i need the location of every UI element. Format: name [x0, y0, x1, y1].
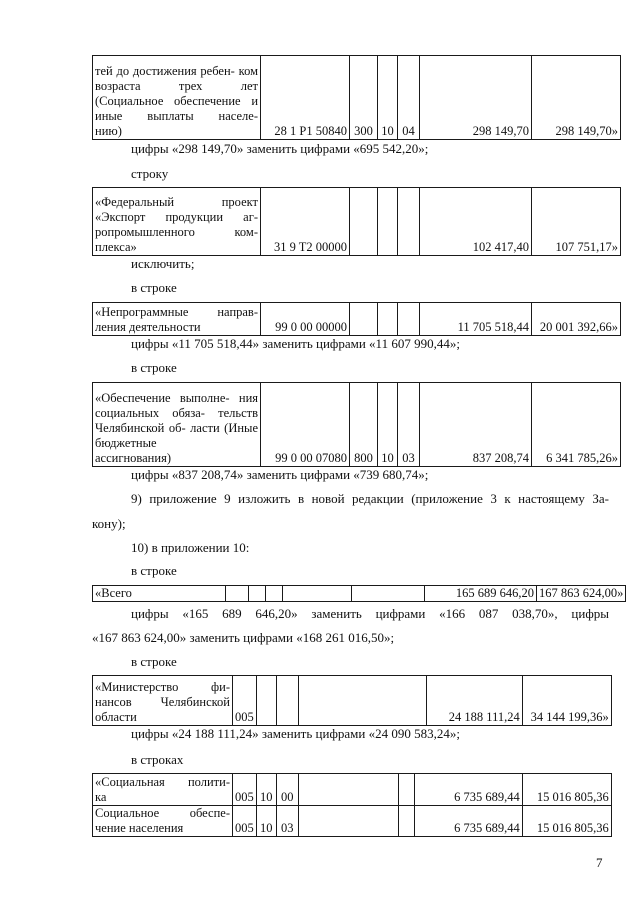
instruction-12: в строках [131, 752, 184, 767]
table-3 [92, 302, 621, 336]
paragraph-9: 9) приложение 9 изложить в новой редакции (приложение 3 к настоящему За- [131, 491, 609, 506]
table-row [93, 774, 612, 806]
table-2 [92, 187, 621, 256]
ministry-code: 005 [233, 676, 257, 726]
value-2: 15 016 805,36 [522, 806, 611, 837]
target-code: 99 0 00 07080 [261, 383, 350, 467]
value-1: 298 149,70 [420, 56, 532, 140]
value-2: 298 149,70» [532, 56, 621, 140]
value-2: 167 863 624,00» [537, 586, 626, 602]
instruction-9a: цифры «165 689 646,20» заменить цифрами «166 087 038,70», цифры [131, 606, 609, 621]
value-1: 165 689 646,20 [425, 586, 537, 602]
ministry-code: 005 [233, 774, 257, 806]
instruction-4: в строке [131, 280, 177, 295]
expense-type: 800 [350, 383, 378, 467]
instruction-5: цифры «11 705 518,44» заменить цифрами «11 607 990,44»; [131, 336, 460, 351]
instruction-7: цифры «837 208,74» заменить цифрами «739 680,74»; [131, 467, 429, 482]
section: 10 [378, 56, 398, 140]
instruction-10: в строке [131, 654, 177, 669]
instruction-1: цифры «298 149,70» заменить цифрами «695 542,20»; [131, 141, 429, 156]
instruction-2: строку [131, 166, 169, 181]
table-1 [92, 55, 621, 140]
value-2: 20 001 392,66» [532, 303, 621, 336]
row-name: «Социальная полити- ка [93, 774, 233, 806]
table-6 [92, 675, 612, 726]
instruction-9b: «167 863 624,00» заменить цифрами «168 261 016,50»; [92, 630, 395, 645]
instruction-8: в строке [131, 563, 177, 578]
subsection: 03 [398, 383, 420, 467]
ministry-code: 005 [233, 806, 257, 837]
value-1: 837 208,74 [420, 383, 532, 467]
value-1: 6 735 689,44 [414, 806, 522, 837]
value-2: 15 016 805,36 [522, 774, 611, 806]
value-1: 24 188 111,24 [426, 676, 522, 726]
table-4 [92, 382, 621, 467]
table-5 [92, 585, 626, 602]
target-code: 31 9 T2 00000 [261, 188, 350, 256]
section: 10 [256, 774, 276, 806]
value-2: 34 144 199,36» [522, 676, 611, 726]
row-name: «Обеспечение выполне- ния социальных обяза- тельств Челябинской об- ласти (Иные бюджетные ассигнования) [93, 383, 261, 467]
value-1: 102 417,40 [420, 188, 532, 256]
row-name: «Всего [93, 586, 226, 602]
subsection: 04 [398, 56, 420, 140]
row-name: «Федеральный проект «Экспорт продукции аг- ропромышленного ком- плекса» [93, 188, 261, 256]
value-2: 6 341 785,26» [532, 383, 621, 467]
value-1: 6 735 689,44 [414, 774, 522, 806]
page-number: 7 [596, 855, 603, 870]
expense-type: 300 [350, 56, 378, 140]
row-name: тей до достижения ребен- ком возраста трех лет (Социальное обеспечение и иные выплаты населе- нию) [93, 56, 261, 140]
paragraph-9-cont: кону); [92, 516, 126, 531]
row-name: «Министерство фи- нансов Челябинской области [93, 676, 233, 726]
row-name: Социальное обеспе- чение населения [93, 806, 233, 837]
instruction-6: в строке [131, 360, 177, 375]
value-2: 107 751,17» [532, 188, 621, 256]
subsection: 03 [276, 806, 298, 837]
section: 10 [378, 383, 398, 467]
subsection: 00 [276, 774, 298, 806]
target-code: 99 0 00 00000 [261, 303, 350, 336]
instruction-11: цифры «24 188 111,24» заменить цифрами «24 090 583,24»; [131, 726, 460, 741]
section: 10 [256, 806, 276, 837]
table-row [93, 806, 612, 837]
value-1: 11 705 518,44 [420, 303, 532, 336]
target-code: 28 1 P1 50840 [261, 56, 350, 140]
table-7 [92, 773, 612, 837]
paragraph-10: 10) в приложении 10: [131, 540, 250, 555]
instruction-3: исключить; [131, 256, 195, 271]
row-name: «Непрограммные направ- ления деятельности [93, 303, 261, 336]
